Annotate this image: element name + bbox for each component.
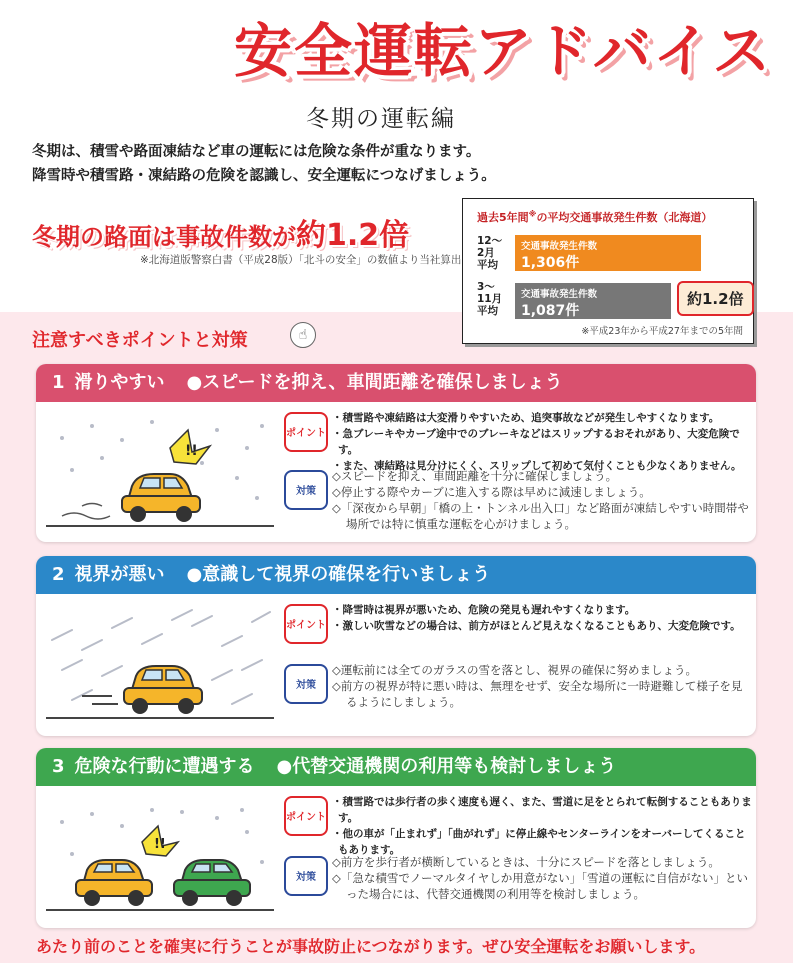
- point-item: ・激しい吹雪などの場合は、前方がほとんど見えなくなることもあり、大変危険です。: [332, 620, 741, 632]
- section-title: 注意すべきポイントと対策: [32, 330, 248, 351]
- highlight-note: ※北海道版警察白書（平成28版）「北斗の安全」の数値より当社算出: [140, 254, 462, 266]
- measure-item: ◇停止する際やカーブに進入する際は早めに減速しましょう。: [332, 485, 651, 499]
- card-category: 視界が悪い: [74, 564, 165, 585]
- measure-item: ◇スピードを抑え、車間距離を十分に確保しましょう。: [332, 469, 618, 483]
- stats-title-rest: の平均交通事故発生件数（北海道）: [536, 211, 713, 224]
- stats-note: ※平成23年から平成27年までの5年間: [581, 326, 743, 337]
- ratio-badge: 約1.2倍: [677, 281, 754, 316]
- svg-text:!!: !!: [185, 443, 198, 459]
- highlight-label: 冬期の路面は事故件数が: [32, 223, 296, 251]
- intro-line: 降雪時や積雪路・凍結路の危険を認識し、安全運転につなげましょう。: [32, 168, 496, 184]
- advice-card-hazards: [36, 748, 756, 928]
- car-snowstorm-illustration: [42, 600, 278, 730]
- card-number: 2: [52, 564, 65, 585]
- intro-text: [32, 140, 496, 188]
- car-skidding-illustration: [42, 408, 278, 538]
- bar-label: 交通事故発生件数: [521, 241, 598, 252]
- point-tag: ポイント: [284, 412, 328, 452]
- card-number: 1: [52, 372, 65, 393]
- card-header: [36, 556, 756, 594]
- stats-period-label: [477, 281, 502, 317]
- card-category: 危険な行動に遭遇する: [74, 756, 255, 777]
- period-line: 3〜: [477, 281, 495, 293]
- page-subtitle: 冬期の運転編: [306, 106, 456, 132]
- card-headline: ●意識して視界の確保を行いましょう: [186, 564, 491, 585]
- taisaku-tag: 対策: [284, 856, 328, 896]
- point-tag: ポイント: [284, 604, 328, 644]
- two-cars-illustration: [42, 792, 278, 922]
- period-line: 12〜: [477, 235, 503, 247]
- measure-item: ◇「深夜から早朝」「橋の上・トンネル出入口」など路面が凍結しやすい時間帯や場所では特に慎重な運転を心がけましょう。: [332, 501, 749, 531]
- card-number: 3: [52, 756, 65, 777]
- point-item: ・他の車が「止まれず」「曲がれず」に停止線やセンターラインをオーバーしてくることもあります。: [332, 828, 746, 856]
- bar-label: 交通事故発生件数: [521, 289, 598, 300]
- points-list: [332, 602, 752, 634]
- measure-item: ◇前方を歩行者が横断しているときは、十分にスピードを落としましょう。: [332, 855, 720, 869]
- card-headline: ●代替交通機関の利用等も検討しましょう: [276, 756, 617, 777]
- title-block: [234, 8, 773, 94]
- points-list: [332, 794, 752, 858]
- period-line: 11月: [477, 293, 503, 305]
- highlight-block: [32, 210, 462, 266]
- intro-line: 冬期は、積雪や路面凍結など車の運転には危険な条件が重なります。: [32, 144, 481, 160]
- point-item: ・急ブレーキやカーブ途中でのブレーキなどはスリップするおそれがあり、大変危険です。: [332, 428, 740, 456]
- svg-text:!!: !!: [154, 837, 166, 852]
- point-item: ・降雪時は視界が悪いため、危険の発見も遅れやすくなります。: [332, 604, 636, 616]
- taisaku-tag: 対策: [284, 664, 328, 704]
- measures-list: [332, 468, 752, 532]
- period-line: 平均: [477, 305, 498, 317]
- stats-box: [462, 198, 754, 344]
- card-header: [36, 364, 756, 402]
- advice-card-visibility: [36, 556, 756, 736]
- page-title: 安全運転アドバイス: [234, 17, 773, 85]
- bar-value: 1,306件: [521, 255, 580, 271]
- point-tag: ポイント: [284, 796, 328, 836]
- stats-title-mark: ※: [528, 209, 537, 219]
- card-category: 滑りやすい: [74, 372, 165, 393]
- measures-list: [332, 662, 752, 710]
- point-item: ・積雪路では歩行者の歩く速度も遅く、また、雪道に足をとられて転倒することもあります。: [332, 796, 752, 824]
- highlight-text: [32, 210, 452, 254]
- measure-item: ◇前方の視界が特に悪い時は、無理をせず、安全な場所に一時避難して様子を見るようにしましょう。: [332, 679, 743, 709]
- points-list: [332, 410, 752, 474]
- card-header: [36, 748, 756, 786]
- advice-card-slippery: [36, 364, 756, 542]
- stats-period-label: [477, 235, 502, 271]
- highlight-ratio: 約1.2倍: [296, 218, 410, 253]
- period-line: 平均: [477, 259, 498, 271]
- point-item: ・積雪路や凍結路は大変滑りやすいため、追突事故などが発生しやすくなります。: [332, 412, 720, 424]
- taisaku-tag: 対策: [284, 470, 328, 510]
- point-item: ・また、凍結路は見分けにくく、スリップして初めて気付くことも少なくありません。: [332, 460, 742, 472]
- footer-message: あたり前のことを確実に行うことが事故防止につながります。ぜひ安全運転をお願いします。: [36, 937, 706, 956]
- stats-title: [477, 209, 712, 225]
- period-line: 2月: [477, 247, 495, 259]
- stats-title-main: 過去5年間: [477, 211, 529, 224]
- pointing-hand-icon: ☝: [290, 322, 316, 348]
- stats-bar-other: [515, 283, 671, 319]
- measure-item: ◇運転前には全てのガラスの雪を落とし、視界の確保に努めましょう。: [332, 663, 697, 677]
- measures-list: [332, 854, 752, 902]
- bar-value: 1,087件: [521, 303, 580, 319]
- stats-bar-winter: [515, 235, 701, 271]
- measure-item: ◇「急な積雪でノーマルタイヤしか用意がない」「雪道の運転に自信がない」といった場合には、代替交通機関の利用等を検討しましょう。: [332, 871, 749, 901]
- card-headline: ●スピードを抑え、車間距離を確保しましょう: [186, 372, 563, 393]
